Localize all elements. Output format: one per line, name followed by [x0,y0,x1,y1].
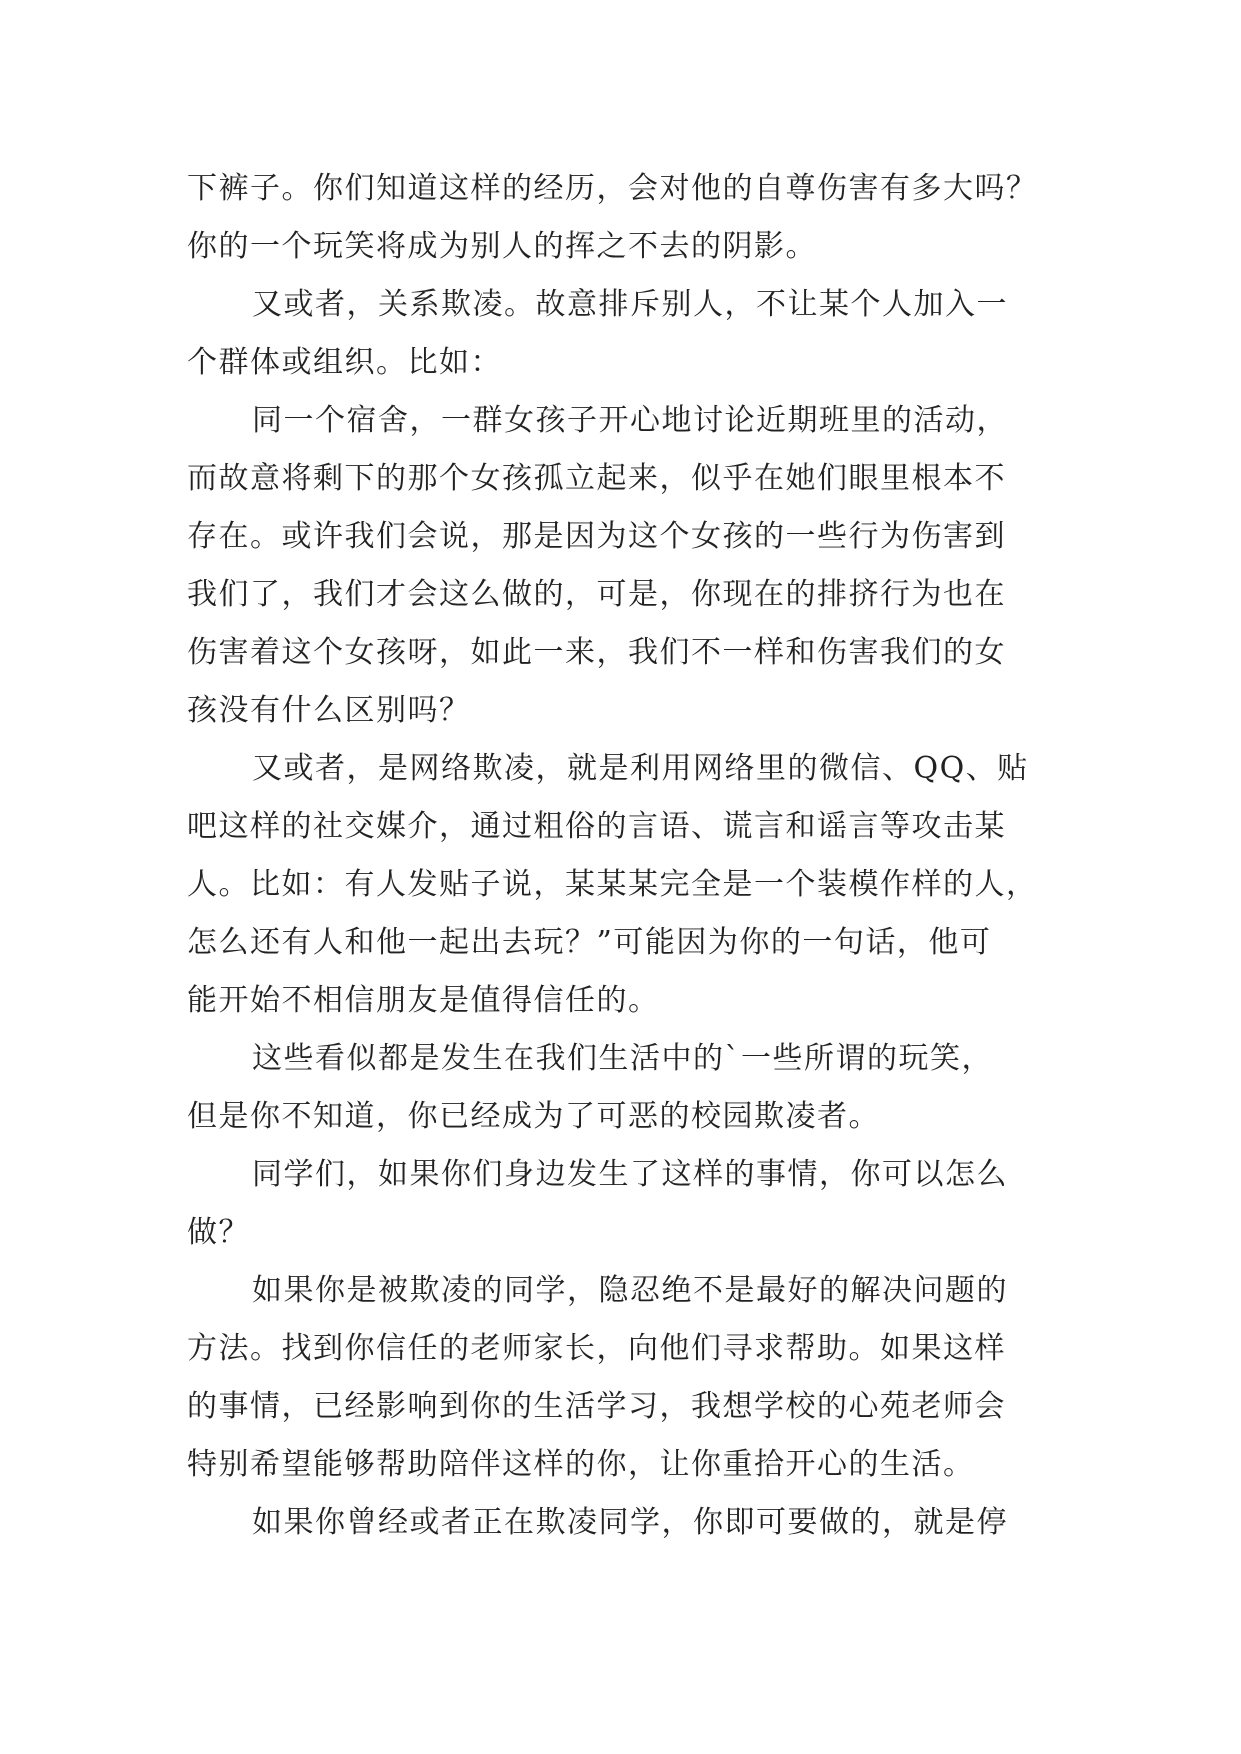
text-line: 伤害着这个女孩呀，如此一来，我们不一样和伤害我们的女 [187,635,1006,670]
text-line: 做？ [187,1215,250,1250]
text-line: 我们了，我们才会这么做的，可是，你现在的排挤行为也在 [187,577,1006,612]
text-line: 而故意将剩下的那个女孩孤立起来，似乎在她们眼里根本不 [187,461,1006,496]
text-line: 怎么还有人和他一起出去玩？”可能因为你的一句话，他可 [187,925,992,960]
paragraph-start-line: 又或者，是网络欺凌，就是利用网络里的微信、QQ、贴 [252,751,1029,786]
paragraph-start-line: 又或者，关系欺凌。故意排斥别人，不让某个人加入一 [252,287,1008,322]
text-line: 特别希望能够帮助陪伴这样的你，让你重拾开心的生活。 [187,1447,975,1482]
paragraph-start-line: 同学们，如果你们身边发生了这样的事情，你可以怎么 [252,1157,1008,1192]
text-line: 但是你不知道，你已经成为了可恶的校园欺凌者。 [187,1099,880,1134]
paragraph-start-line: 同一个宿舍，一群女孩子开心地讨论近期班里的活动， [252,403,1008,438]
text-line: 个群体或组织。比如： [187,345,502,380]
text-line: 孩没有什么区别吗？ [187,693,471,728]
text-line: 你的一个玩笑将成为别人的挥之不去的阴影。 [187,229,817,264]
text-line: 方法。找到你信任的老师家长，向他们寻求帮助。如果这样 [187,1331,1006,1366]
paragraph-start-line: 如果你曾经或者正在欺凌同学，你即可要做的，就是停 [252,1505,1008,1540]
paragraph-start-line: 如果你是被欺凌的同学，隐忍绝不是最好的解决问题的 [252,1273,1008,1308]
paragraph-start-line: 这些看似都是发生在我们生活中的`一些所谓的玩笑， [252,1041,993,1076]
text-line: 人。比如：有人发贴子说，某某某完全是一个装模作样的人， [187,867,1038,902]
text-line: 存在。或许我们会说，那是因为这个女孩的一些行为伤害到 [187,519,1006,554]
text-line: 的事情，已经影响到你的生活学习，我想学校的心苑老师会 [187,1389,1006,1424]
text-line: 吧这样的社交媒介，通过粗俗的言语、谎言和谣言等攻击某 [187,809,1006,844]
text-line: 能开始不相信朋友是值得信任的。 [187,983,660,1018]
text-line: 下裤子。你们知道这样的经历，会对他的自尊伤害有多大吗？ [187,171,1038,206]
body-text [187,160,1057,1552]
